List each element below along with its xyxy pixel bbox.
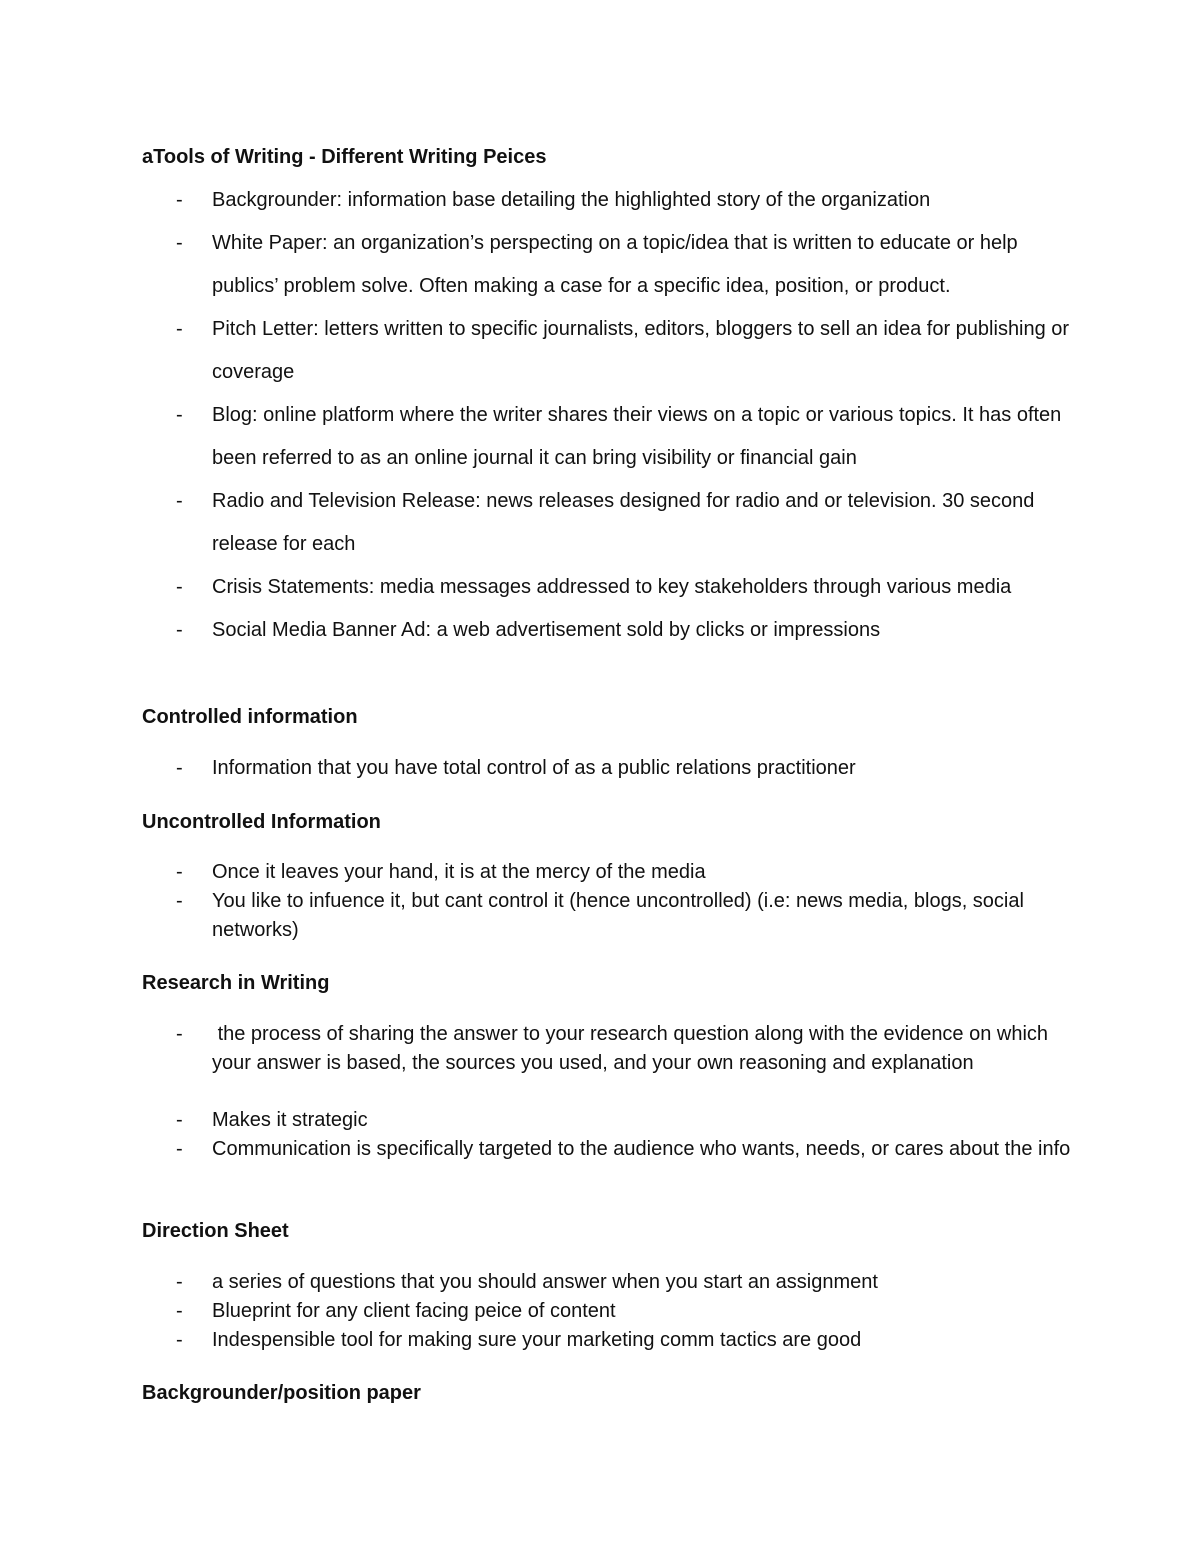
heading-direction-sheet: Direction Sheet <box>142 1220 289 1242</box>
bullet-dash: - <box>176 1109 183 1131</box>
list-item-text: Makes it strategic <box>212 1109 368 1131</box>
list-item-blog <box>176 394 1076 480</box>
list-item-text: Indespensible tool for making sure your marketing comm tactics are good <box>212 1329 862 1351</box>
bullet-dash: - <box>176 404 183 426</box>
bullet-dash: - <box>176 232 183 254</box>
list-item-radio-tv-release <box>176 480 1076 566</box>
list-item <box>176 1135 1076 1164</box>
list-item-text: Blueprint for any client facing peice of content <box>212 1300 616 1322</box>
bullet-dash: - <box>176 490 183 512</box>
list-item <box>176 858 1076 887</box>
list-item-text: Crisis Statements: media messages addressed to key stakeholders through various media <box>212 576 1012 598</box>
list-item-white-paper <box>176 222 1076 308</box>
list-item-text: Social Media Banner Ad: a web advertisement sold by clicks or impressions <box>212 619 881 641</box>
bullet-dash: - <box>176 861 183 883</box>
heading-controlled-information: Controlled information <box>142 706 358 728</box>
list-item-text: Blog: online platform where the writer shares their views on a topic or various topics. It has often been referred to as an online journal it can bring visibility or financial gain <box>212 404 1062 469</box>
list-item-text: Radio and Television Release: news releases designed for radio and or television. 30 second release for each <box>212 490 1035 555</box>
list-item-text: Information that you have total control of as a public relations practitioner <box>212 757 856 779</box>
bullet-dash: - <box>176 757 183 779</box>
bullet-dash: - <box>176 576 183 598</box>
heading-uncontrolled-information: Uncontrolled Information <box>142 811 381 833</box>
bullet-dash: - <box>176 1329 183 1351</box>
heading-backgrounder-position-paper: Backgrounder/position paper <box>142 1382 421 1404</box>
bullet-dash: - <box>176 1271 183 1293</box>
list-item-text: White Paper: an organization’s perspecting on a topic/idea that is written to educate or help publics’ problem solve. Often making a case for a specific idea, position, or product. <box>212 232 1018 297</box>
bullet-dash: - <box>176 318 183 340</box>
list-item <box>176 1297 1076 1326</box>
heading-research-in-writing: Research in Writing <box>142 972 330 994</box>
list-item <box>176 1326 1076 1355</box>
heading-tools-of-writing: aTools of Writing - Different Writing Peices <box>142 146 547 168</box>
bullet-dash: - <box>176 1023 183 1045</box>
list-item-social-media-banner-ad <box>176 609 1076 652</box>
list-item-text: Communication is specifically targeted to the audience who wants, needs, or cares about the info <box>212 1138 1071 1160</box>
list-item-text: Pitch Letter: letters written to specific journalists, editors, bloggers to sell an idea for publishing or coverage <box>212 318 1070 383</box>
list-item-text: Once it leaves your hand, it is at the mercy of the media <box>212 861 706 883</box>
list-item-crisis-statements <box>176 566 1076 609</box>
list-item-pitch-letter <box>176 308 1076 394</box>
bullet-dash: - <box>176 189 183 211</box>
list-item-text: Backgrounder: information base detailing the highlighted story of the organization <box>212 189 931 211</box>
list-item <box>176 887 1076 945</box>
bullet-dash: - <box>176 619 183 641</box>
list-item-text: You like to infuence it, but cant control it (hence uncontrolled) (i.e: news media, blogs, social networks) <box>212 890 1024 941</box>
list-item <box>176 1020 1076 1078</box>
list-item-text: the process of sharing the answer to your research question along with the evidence on which your answer is based, the sources you used, and your own reasoning and explanation <box>212 1023 1054 1074</box>
list-item-backgrounder <box>176 179 1076 222</box>
bullet-dash: - <box>176 1300 183 1322</box>
list-item-text: a series of questions that you should answer when you start an assignment <box>212 1271 878 1293</box>
bullet-dash: - <box>176 890 183 912</box>
bullet-dash: - <box>176 1138 183 1160</box>
list-item <box>176 1106 1076 1135</box>
list-item <box>176 1268 1076 1297</box>
list-item <box>176 754 1076 783</box>
